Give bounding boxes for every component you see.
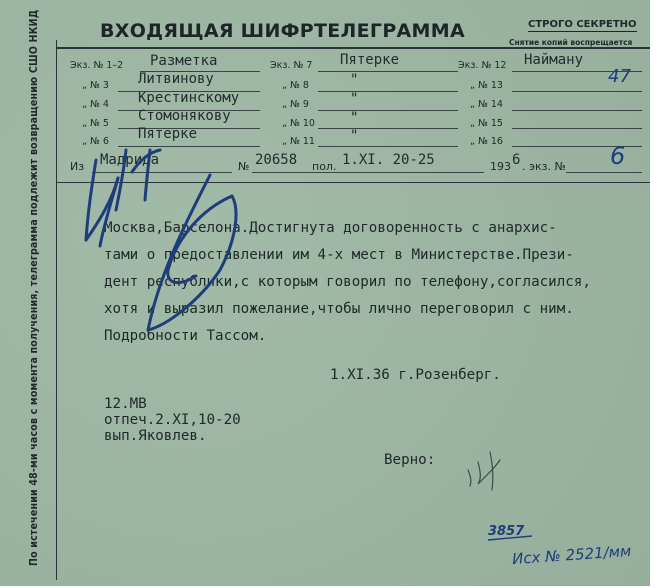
verified-label: Верно: [384, 452, 436, 468]
signature-line: 1.XI.36 г.Розенберг. [330, 367, 501, 383]
from-value: Мадрида [100, 152, 160, 168]
copy-value-8: " [350, 72, 359, 88]
copy-label-13: „ № 13 [470, 80, 503, 91]
copy-label-15: „ № 15 [470, 118, 503, 129]
copy-label-16: „ № 16 [470, 136, 503, 147]
copy-no-value: 6 [610, 142, 626, 170]
footer-line-3: вып.Яковлев. [104, 428, 207, 444]
copy-value-4: Крестинскому [138, 90, 240, 106]
copy-value-10: " [350, 110, 359, 126]
copy-label-12: Экз. № 12 [458, 60, 507, 71]
copy-label-1: Экз. № 1–2 [70, 60, 124, 71]
footer-line-2: отпеч.2.XI,10-20 [104, 412, 241, 428]
copy-label-11: „ № 11 [282, 136, 315, 147]
number-label: № [238, 160, 250, 173]
copy-label-6: „ № 6 [82, 136, 109, 147]
copy-value-6: Пятерке [138, 126, 198, 142]
copy-value-9: " [350, 91, 359, 107]
body-line-3: дент республики,с которым говорил по телефону,согласился, [104, 274, 591, 290]
copy-label-5: „ № 5 [82, 118, 109, 129]
archive-number: 3857 [488, 524, 525, 539]
no-copies-note: Снятие копий воспрещается [509, 38, 633, 47]
body-line-2: тами о предоставлении им 4-х мест в Министерстве.Прези- [104, 247, 574, 263]
body-line-4: хотя и выразил пожелание,чтобы лично переговорил с ним. [104, 301, 574, 317]
footer-line-1: 12.МВ [104, 396, 147, 412]
copy-label-3: „ № 3 [82, 80, 109, 91]
year-label: 193 [490, 160, 511, 173]
archive-reference: Исх № 2521/мм [511, 541, 632, 569]
blue-pencil-scribble [86, 150, 236, 330]
side-notice: По истечении 48-ми часов с момента получения, телеграмма подлежит возвращению СШО НКИД [28, 9, 40, 566]
copy-value-13: 47 [608, 66, 631, 87]
year-value: 6 [512, 152, 521, 168]
secret-stamp: СТРОГО СЕКРЕТНО [528, 19, 637, 30]
copy-label-7: Экз. № 7 [270, 60, 313, 71]
from-label: Из [70, 160, 85, 173]
copy-no-label: . экз. № [522, 160, 566, 173]
copy-label-9: „ № 9 [282, 99, 309, 110]
verification-signature [468, 452, 500, 490]
copy-value-1: Разметка [150, 53, 218, 69]
copy-label-10: „ № 10 [282, 118, 315, 129]
document-title: ВХОДЯЩАЯ ШИФРТЕЛЕГРАММА [100, 20, 465, 42]
copy-value-11: " [350, 128, 359, 144]
copy-label-4: „ № 4 [82, 99, 109, 110]
copy-value-7: Пятерке [340, 52, 400, 68]
body-line-5: Подробности Тассом. [104, 328, 267, 344]
copy-value-5: Стомонякову [138, 108, 231, 124]
body-line-1: Москва,Барселона.Достигнута договоренность с анархис- [104, 220, 557, 236]
received-value: 1.XI. 20-25 [342, 152, 435, 168]
copy-value-12: Найману [524, 52, 584, 68]
copy-value-3: Литвинову [138, 71, 214, 87]
number-value: 20658 [255, 152, 298, 168]
received-label: пол. [312, 160, 337, 173]
copy-label-8: „ № 8 [282, 80, 309, 91]
copy-label-14: „ № 14 [470, 99, 503, 110]
